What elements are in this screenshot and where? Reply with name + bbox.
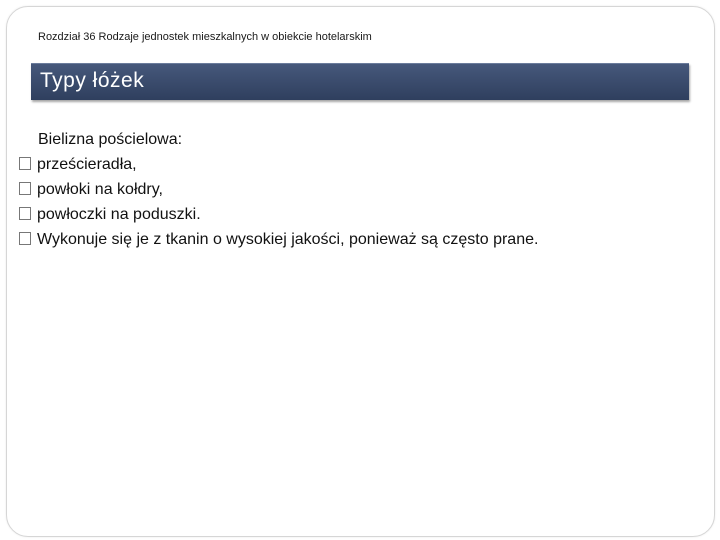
list-item-text: powłoczki na poduszki. bbox=[37, 206, 201, 223]
title-bar bbox=[31, 63, 689, 100]
list-item-text: prześcieradła, bbox=[37, 156, 137, 173]
empty-square-bullet-icon bbox=[19, 157, 31, 170]
chapter-header: Rozdział 36 Rodzaje jednostek mieszkalnych w obiekcie hotelarskim bbox=[38, 31, 372, 43]
empty-square-bullet-icon bbox=[19, 207, 31, 220]
slide-title: Typy łóżek bbox=[40, 69, 145, 92]
list-item bbox=[19, 181, 163, 203]
list-item bbox=[19, 156, 137, 178]
list-item bbox=[19, 206, 201, 228]
list-item-text: Wykonuje się je z tkanin o wysokiej jakości, ponieważ są często prane. bbox=[37, 231, 539, 248]
list-item-text: powłoki na kołdry, bbox=[37, 181, 163, 198]
list-item bbox=[19, 231, 538, 253]
lead-text: Bielizna pościelowa: bbox=[38, 131, 183, 148]
empty-square-bullet-icon bbox=[19, 232, 31, 245]
empty-square-bullet-icon bbox=[19, 182, 31, 195]
